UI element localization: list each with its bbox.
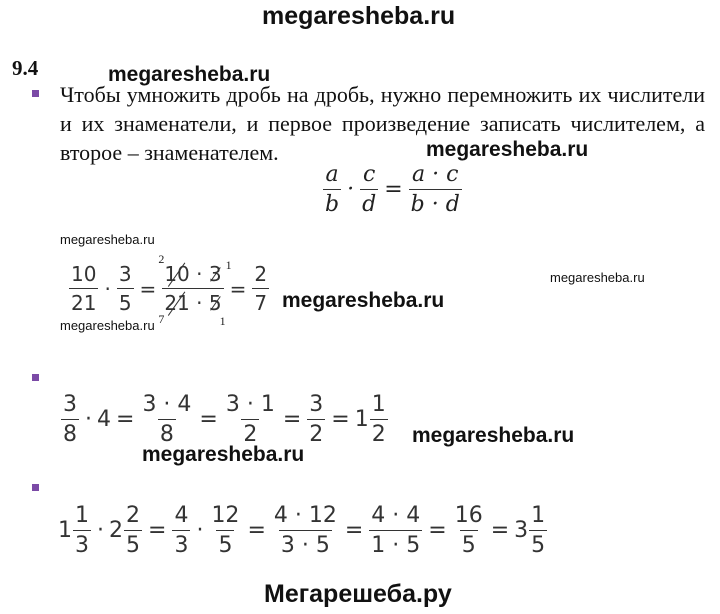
- cancelled-number: 21: [164, 291, 190, 315]
- fraction: [453, 503, 485, 558]
- equals-sign: =: [247, 518, 266, 543]
- whole-part: 3: [514, 518, 529, 543]
- fraction: [252, 262, 269, 315]
- dot-operator: ·: [196, 262, 203, 286]
- task-number: 9.4: [12, 56, 39, 80]
- example-3: [58, 503, 548, 558]
- equals-sign: =: [116, 407, 135, 432]
- denominator: 2: [307, 419, 325, 447]
- example-2: [60, 392, 389, 447]
- numerator: 3: [309, 392, 324, 417]
- fraction: [529, 503, 547, 558]
- cancelled-fraction: [158, 252, 232, 328]
- equals-sign: =: [384, 177, 403, 202]
- footer-watermark: Мегарешеба.ру: [264, 580, 452, 608]
- reduction-note: 2: [158, 252, 165, 266]
- fraction: [61, 392, 79, 447]
- equals-sign: =: [331, 407, 350, 432]
- watermark: megaresheba.ru: [282, 289, 445, 312]
- bullet-marker: [32, 374, 39, 381]
- cancelled-number: 5: [208, 291, 222, 315]
- numerator: 1: [531, 503, 546, 528]
- numerator: 1: [75, 503, 89, 528]
- numerator: 2: [254, 262, 268, 286]
- numerator: 12: [211, 503, 240, 528]
- fraction: [369, 503, 422, 558]
- factor: 4: [97, 407, 111, 432]
- numerator: 4 · 4: [371, 503, 421, 528]
- denominator: 5: [216, 530, 234, 558]
- fraction: [124, 503, 142, 558]
- denominator: 5: [124, 530, 142, 558]
- fraction: [172, 503, 190, 558]
- fraction: [209, 503, 241, 558]
- bullet-marker: [32, 484, 39, 491]
- whole-part: 1: [354, 407, 369, 432]
- dot-operator: ·: [347, 177, 355, 202]
- numerator: a: [325, 162, 339, 187]
- equals-sign: =: [490, 518, 510, 543]
- equals-sign: =: [282, 407, 302, 432]
- denominator: 8: [158, 419, 176, 447]
- equals-sign: =: [229, 276, 247, 301]
- watermark: megaresheba.ru: [426, 138, 589, 161]
- dot-operator: ·: [104, 276, 111, 301]
- cancelled-number: 3: [208, 262, 222, 286]
- reduction-note: 7: [158, 312, 165, 326]
- denominator: 8: [61, 419, 79, 447]
- watermark: megaresheba.ru: [108, 63, 271, 86]
- numerator: 2: [126, 503, 140, 528]
- denominator: 5: [529, 530, 547, 558]
- watermark: megaresheba.ru: [60, 232, 155, 247]
- denominator: 1 · 5: [369, 530, 422, 558]
- general-formula: [322, 162, 463, 217]
- denominator: b: [323, 189, 341, 217]
- reduction-note: 1: [225, 258, 232, 272]
- denominator: d: [360, 189, 378, 217]
- fraction: [140, 392, 193, 447]
- fraction: [117, 262, 134, 315]
- denominator: 2: [241, 419, 259, 447]
- fraction: [224, 392, 277, 447]
- numerator: c: [362, 162, 376, 187]
- dot-operator: ·: [196, 291, 203, 315]
- equals-sign: =: [428, 518, 447, 543]
- denominator: b · d: [409, 189, 462, 217]
- denominator: 5: [460, 530, 478, 558]
- bullet-marker: [32, 90, 39, 97]
- numerator: 3 · 4: [142, 392, 192, 417]
- denominator: 21: [69, 288, 98, 315]
- equals-sign: =: [139, 276, 157, 301]
- whole-part: 1: [58, 518, 72, 543]
- denominator: 3: [172, 530, 190, 558]
- fraction: [272, 503, 339, 558]
- watermark: megaresheba.ru: [142, 443, 305, 466]
- denominator: [162, 288, 223, 315]
- denominator: 3: [73, 530, 91, 558]
- fraction: [73, 503, 91, 558]
- reduction-note: 1: [219, 314, 226, 328]
- numerator: 4: [174, 503, 189, 528]
- numerator: a · c: [411, 162, 459, 187]
- whole-part: 2: [109, 518, 123, 543]
- numerator: 16: [454, 503, 483, 528]
- denominator: 7: [252, 288, 269, 315]
- equals-sign: =: [199, 407, 218, 432]
- fraction-a-b: [323, 162, 341, 217]
- header-watermark: megaresheba.ru: [262, 2, 456, 30]
- numerator: 3: [63, 392, 77, 417]
- denominator: 2: [370, 419, 388, 447]
- rule-text: Чтобы умножить дробь на дробь, нужно перемножить их числители и их знаменатели, и первое произведение записать числителем, а второе – знаменателем.: [60, 82, 705, 165]
- fraction: [69, 262, 98, 315]
- dot-operator: ·: [97, 518, 104, 543]
- equals-sign: =: [344, 518, 364, 543]
- watermark: megaresheba.ru: [412, 424, 575, 447]
- denominator: 5: [117, 288, 134, 315]
- fraction: [370, 392, 388, 447]
- denominator: 3 · 5: [279, 530, 332, 558]
- watermark: megaresheba.ru: [60, 318, 155, 333]
- numerator: 1: [371, 392, 386, 417]
- dot-operator: ·: [196, 518, 204, 543]
- numerator: 3 · 1: [225, 392, 275, 417]
- numerator: 3: [118, 262, 132, 286]
- watermark: megaresheba.ru: [550, 270, 645, 285]
- cancelled-number: 10: [164, 262, 190, 286]
- fraction-c-d: [360, 162, 378, 217]
- dot-operator: ·: [85, 407, 92, 432]
- fraction: [307, 392, 325, 447]
- fraction-product: [409, 162, 462, 217]
- numerator: 4 · 12: [273, 503, 337, 528]
- numerator: [162, 262, 223, 288]
- equals-sign: =: [148, 518, 167, 543]
- numerator: 10: [71, 262, 97, 286]
